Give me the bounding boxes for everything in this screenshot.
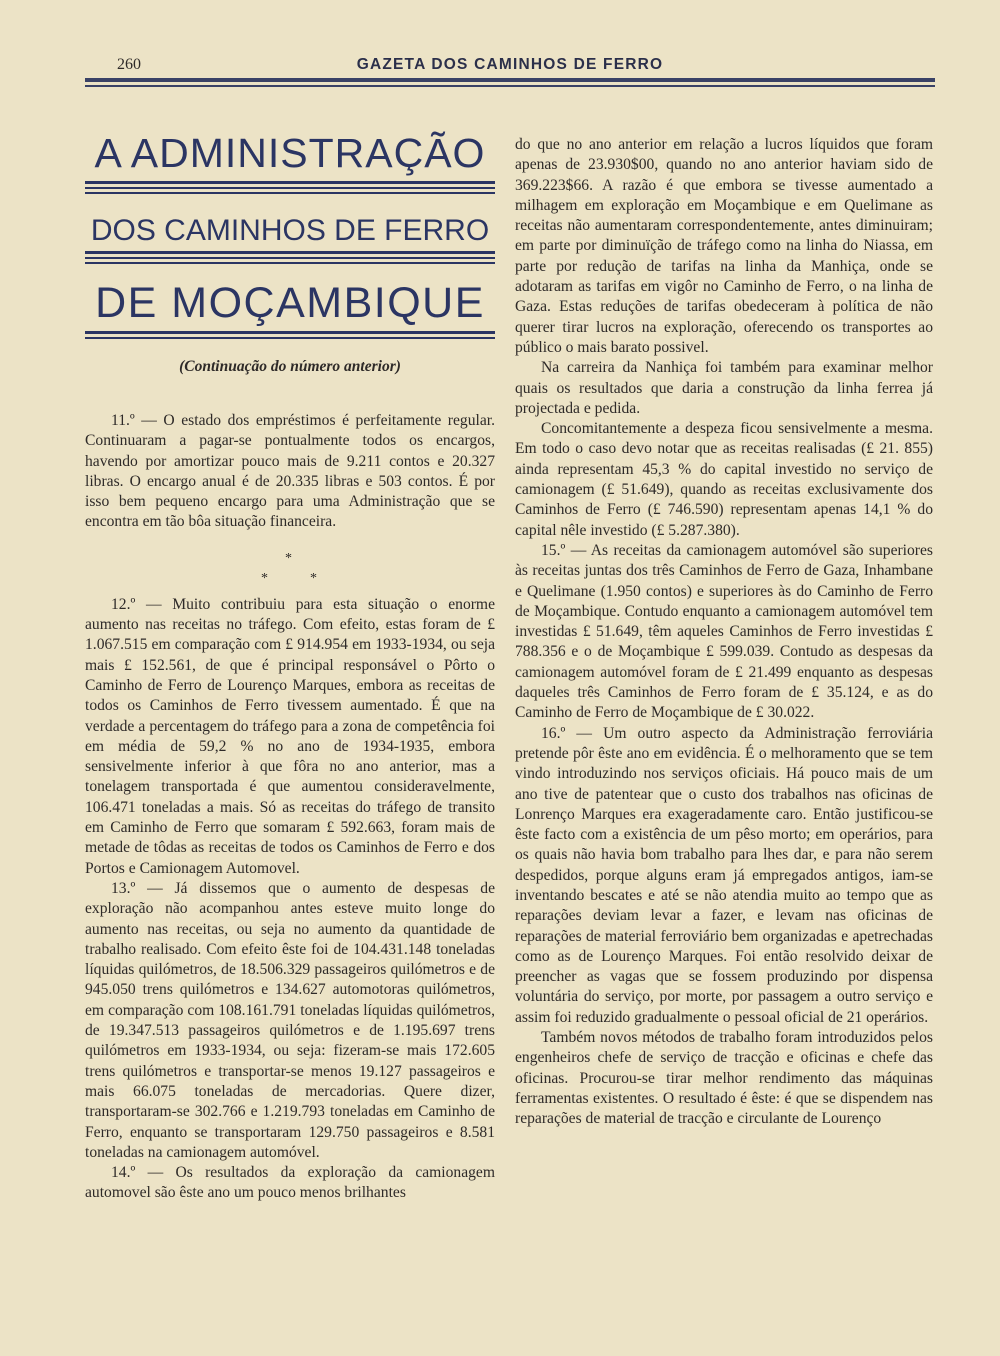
asterisk: * — [310, 570, 317, 586]
article-title-line-1: A ADMINISTRAÇÃO — [94, 130, 486, 176]
asterisk: * — [285, 550, 292, 566]
header-rule-thin — [85, 85, 935, 87]
article-title-line-2: DOS CAMINHOS DE FERRO — [90, 214, 490, 247]
asterisk: * — [261, 570, 268, 586]
title-rule — [85, 257, 495, 259]
paragraph: 16.º — Um outro aspecto da Administração ferroviária pretende pôr êste ano em evidência. É o melhoramento que se tem vindo introduzindo nos serviços oficiais. Há pouco mais de um ano tive de patentear que o custo dos trabalhos nas oficinas de Lonrenço Marques era exageradamente caro. Então justificou-se êste facto com a existência de um pêso morto; em operários, para os quais não havia bom trabalho para lhes dar, e para não serem despedidos, porque alguns eram já empregados antigos, iam-se inventando bescates e até se não atendia muito ao tempo que as reparações deviam levar a fazer, e levam nas oficinas de reparações de material ferroviário bem organizadas e apetrechadas como as de Lourenço Marques. Foi então resolvido deixar de preencher as vagas que se fossem produzindo por dispensa voluntária do serviço, por morte, por passagem a outro serviço e assim foi reduzido gradualmente o pessoal oficial de 21 operários. — [515, 724, 933, 1026]
header-rule-thick — [85, 78, 935, 82]
running-head — [85, 54, 935, 78]
article-subtitle: (Continuação do número anterior) — [179, 358, 401, 375]
journal-title: GAZETA DOS CAMINHOS DE FERRO — [356, 56, 664, 73]
paragraph: 13.º — Já dissemos que o aumento de despesas de exploração não acompanhou antes esteve muito longe do aumento nas receitas, ou seja no aumento da quantidade de trabalho realisado. Com efeito êste foi de 104.431.148 toneladas líquidas quilómetros, de 18.506.329 passageiros quilómetros e de 945.050 trens quilómetros e 134.627 automotoras quilómetros, em comparação com 108.161.791 toneladas líquidas quilómetros, de 19.347.513 passageiros quilómetros e de 1.195.697 trens quilómetros em 1933-1934, ou seja: fizeram-se mais 172.605 trens quilómetros e transportar-se menos 19.127 passageiros e mais 66.075 toneladas de mercadorias. Quere dizer, transportaram-se 302.766 e 1.219.793 toneladas em Caminho de Ferro, enquanto se transportaram 129.750 passageiros e 8.581 toneladas na camionagem automóvel. — [85, 879, 495, 1161]
paragraph: 14.º — Os resultados da exploração da camionagem automovel são êste ano um pouco menos brilhantes — [85, 1164, 495, 1202]
paragraph: Concomitantemente a despeza ficou sensivelmente a mesma. Em todo o caso devo notar que as receitas realisadas (£ 21. 855) ainda representam 45,3 % do capital investido no serviço de camionagem (£ 51.649), quando as receitas exclusivamente dos Caminhos de Ferro (£ 746.590) representam apenas 14,1 % do capital nêle investido (£ 5.287.380). — [515, 420, 933, 539]
paragraph: 11.º — O estado dos empréstimos é perfeitamente regular. Continuaram a pagar-se pontualmente todos os encargos, havendo por amortizar pouco mais de 9.211 contos e 20.327 libras. O encargo anual é de 20.335 libras e 503 contos. É por isso bem pequeno encargo para uma Administração que se encontra em tão bôa situação financeira. — [85, 412, 495, 531]
text-column-right — [515, 135, 933, 1130]
title-rule — [85, 251, 495, 254]
paragraph: Na carreira da Nanhiça foi também para examinar melhor quais os resultados que daria a construção da linha ferrea já projectada e pedida. — [515, 359, 933, 417]
title-rule — [85, 331, 495, 334]
title-rule — [85, 337, 495, 339]
article-title-line-3: DE MOÇAMBIQUE — [95, 279, 485, 327]
paragraph: Também novos métodos de trabalho foram introduzidos pelos engenheiros chefe de serviço de tracção e oficinas e chefe das oficinas. Procurou-se tirar melhor rendimento das máquinas ferramentas existentes. O resultado é êste: é que se dispendem nas reparações de material de tracção e circulante de Lourenço — [515, 1029, 933, 1128]
paragraph: 12.º — Muito contribuiu para esta situação o enorme aumento nas receitas no tráfego. Com efeito, estas foram de £ 1.067.515 em comparação com £ 914.954 em 1933-1934, ou seja mais £ 152.561, de que é principal responsável o Pôrto o Caminho de Ferro de Lourenço Marques, embora as receitas de todos os Caminhos de Ferro tivessem aumentado. É que na verdade a percentagem do tráfego para a zona de competência foi em média de 59,2 % no ano de 1934-1935, embora sensivelmente inferior à que fôra no ano anterior, mas a tonelagem transportada é que aumentou consideravelmente, 106.471 toneladas a mais. Só as receitas do tráfego de transito em Caminho de Ferro que somaram £ 592.663, foram mais de metade de tôdas as receitas de todos os Caminhos de Ferro e dos Portos e Camionagem Automovel. — [85, 595, 495, 877]
page-number: 260 — [117, 56, 141, 73]
title-rule — [85, 262, 495, 264]
paragraph: do que no ano anterior em relação a lucros líquidos que foram apenas de 23.930$00, quando no ano anterior haviam sido de 369.223$66. A razão é que embora se tivesse aumentado a milhagem em exploração em Moçambique e em Quelimane as receitas não aumentaram correspondentemente, antes diminuiram; em parte por diminuïção de tráfego como na linha do Niassa, em parte por redução de tarifas na linha da Manhiça, onde se adotaram as tarifas em vigôr no Caminho de Ferro, o na linha de Gaza. Estas reduções de tarifas obedeceram à política de não querer tirar lucros na exploração, oferecendo os transportes ao público o mais barato possivel. — [515, 136, 933, 356]
title-rule — [85, 192, 495, 194]
title-rule — [85, 181, 495, 184]
title-rule — [85, 187, 495, 189]
section-separator — [85, 533, 495, 595]
text-column-left — [85, 411, 495, 1204]
paragraph: 15.º — As receitas da camionagem automóvel são superiores às receitas juntas dos três Caminhos de Ferro de Gaza, Inhambane e Quelimane (1.950 contos) e superiores às do Caminho de Ferro de Moçambique. Contudo enquanto a camionagem automóvel tem investidas £ 51.649, têm aqueles Caminhos de Ferro investidas £ 788.356 e o de Moçambique £ 599.039. Contudo as despesas da camionagem automóvel foram de £ 21.499 enquanto as despesas daqueles três Caminhos de Ferro foram de £ 35.124, e as do Caminho de Ferro de Moçambique de £ 30.022. — [515, 541, 933, 722]
